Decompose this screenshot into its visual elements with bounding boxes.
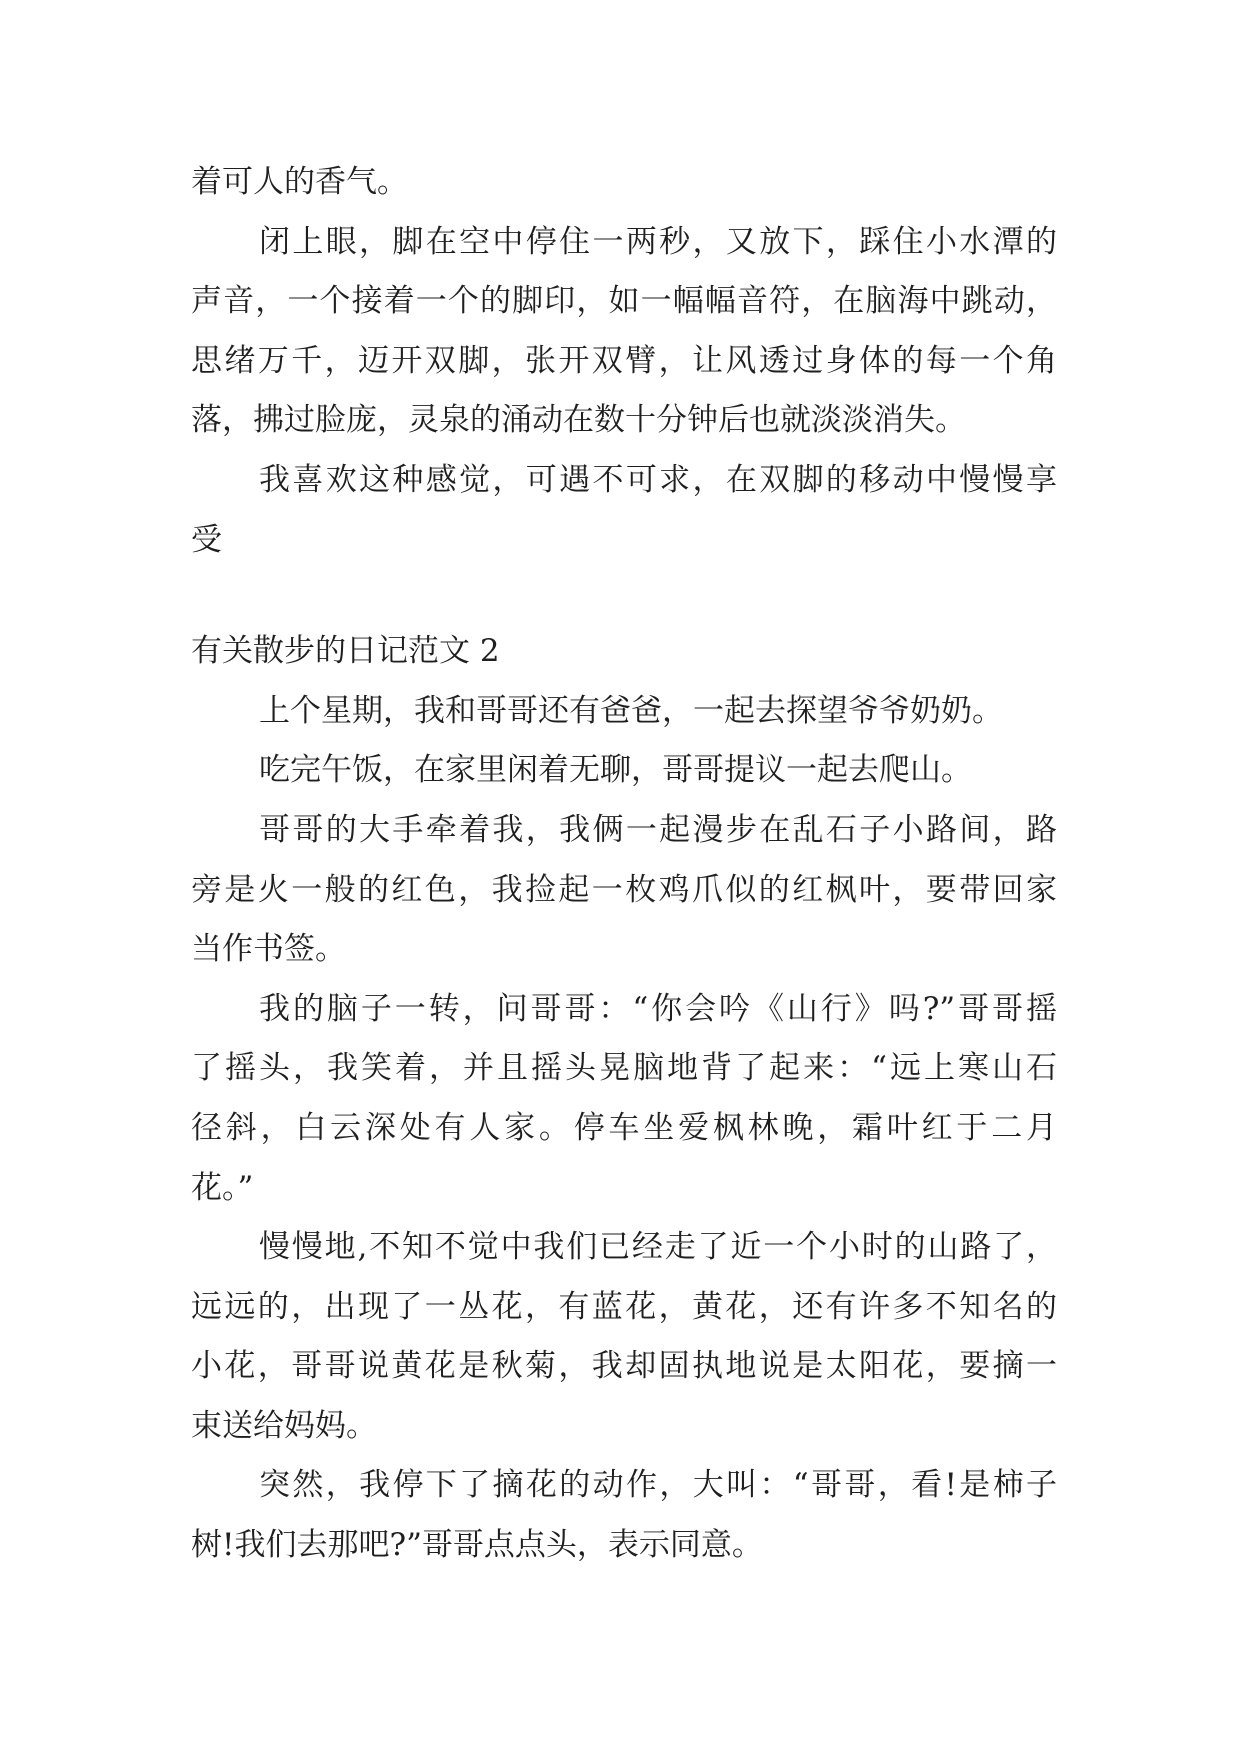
paragraph	[191, 213, 1057, 451]
paragraph	[191, 451, 1057, 570]
paragraph	[191, 801, 1057, 980]
paragraph-line: 我的脑子一转，问哥哥：“你会吟《山行》吗?”哥哥摇	[259, 990, 1057, 1027]
paragraph-line: 当作书签。	[191, 931, 346, 968]
paragraph	[191, 980, 1057, 1218]
paragraph-line: 受	[191, 521, 222, 558]
paragraph-line: 哥哥的大手牵着我，我俩一起漫步在乱石子小路间，路	[259, 811, 1057, 848]
document-section	[191, 153, 1057, 570]
document-section	[191, 622, 1057, 1576]
paragraph-line: 闭上眼，脚在空中停住一两秒，又放下，踩住小水潭的	[259, 223, 1057, 260]
paragraph-line: 远远的，出现了一丛花，有蓝花，黄花，还有许多不知名的	[191, 1288, 1057, 1325]
paragraph-line: 吃完午饭，在家里闲着无聊，哥哥提议一起去爬山。	[259, 752, 972, 789]
paragraph-line: 束送给妈妈。	[191, 1407, 377, 1444]
paragraph-line: 径斜，白云深处有人家。停车坐爱枫林晚，霜叶红于二月	[191, 1109, 1057, 1146]
section-title: 有关散步的日记范文 2	[191, 633, 500, 670]
paragraph-line: 声音，一个接着一个的脚印，如一幅幅音符，在脑海中跳动，	[191, 283, 1057, 320]
paragraph-line: 树!我们去那吧?”哥哥点点头，表示同意。	[191, 1527, 763, 1564]
paragraph-line: 旁是火一般的红色，我捡起一枚鸡爪似的红枫叶，要带回家	[191, 871, 1057, 908]
paragraph-line: 思绪万千，迈开双脚，张开双臂，让风透过身体的每一个角	[191, 342, 1057, 379]
paragraph	[191, 153, 1057, 213]
paragraph-line: 上个星期，我和哥哥还有爸爸，一起去探望爷爷奶奶。	[259, 692, 1003, 729]
paragraph-line: 着可人的香气。	[191, 164, 408, 200]
paragraph	[191, 741, 1057, 801]
paragraph-line: 慢慢地,不知不觉中我们已经走了近一个小时的山路了，	[259, 1229, 1057, 1266]
paragraph	[191, 1218, 1057, 1456]
paragraph	[191, 1456, 1057, 1575]
paragraph-line: 突然，我停下了摘花的动作，大叫：“哥哥，看!是柿子	[259, 1467, 1057, 1504]
paragraph-line: 了摇头，我笑着，并且摇头晃脑地背了起来：“远上寒山石	[191, 1050, 1057, 1087]
document-page	[191, 153, 1057, 1576]
paragraph-line: 小花，哥哥说黄花是秋菊，我却固执地说是太阳花，要摘一	[191, 1348, 1057, 1385]
paragraph	[191, 682, 1057, 742]
paragraph-line: 花。”	[191, 1169, 254, 1206]
paragraph-line: 我喜欢这种感觉，可遇不可求，在双脚的移动中慢慢享	[259, 461, 1057, 498]
paragraph-line: 落，拂过脸庞，灵泉的涌动在数十分钟后也就淡淡消失。	[191, 402, 966, 439]
